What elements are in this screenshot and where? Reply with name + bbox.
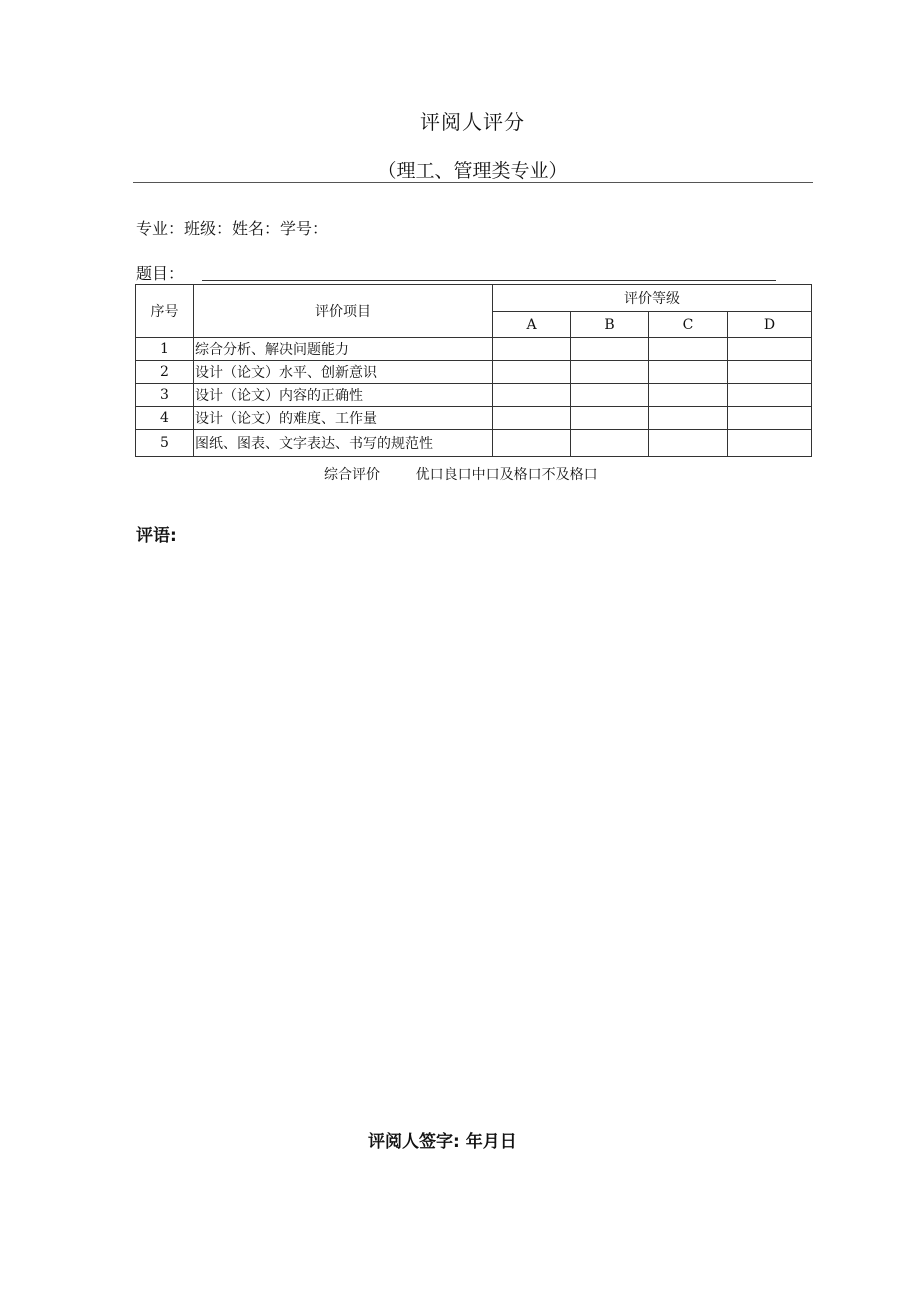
signature-date: 年月日 — [465, 1132, 517, 1152]
grade-cell-b[interactable] — [571, 361, 649, 384]
grade-cell-c[interactable] — [649, 338, 728, 361]
grade-cell-a[interactable] — [493, 384, 571, 407]
table-row — [136, 430, 812, 457]
table-row — [136, 338, 812, 361]
row-item: 图纸、图表、文字表达、书写的规范性 — [194, 430, 493, 457]
grade-cell-a[interactable] — [493, 430, 571, 457]
row-index: 3 — [136, 384, 194, 407]
table-row — [136, 361, 812, 384]
remarks-label: 评语: — [136, 526, 177, 546]
header-divider — [133, 182, 813, 183]
grade-cell-b[interactable] — [571, 338, 649, 361]
header-grade-b: B — [571, 312, 649, 338]
grade-cell-a[interactable] — [493, 361, 571, 384]
grade-cell-c[interactable] — [649, 430, 728, 457]
grade-cell-d[interactable] — [728, 338, 812, 361]
grade-cell-a[interactable] — [493, 338, 571, 361]
grade-table — [135, 284, 812, 457]
signature-label: 评阅人签字: — [368, 1132, 460, 1152]
topic-row — [136, 261, 776, 283]
overall-evaluation — [324, 464, 598, 484]
header-grade-c: C — [649, 312, 728, 338]
grade-cell-b[interactable] — [571, 384, 649, 407]
grade-cell-b[interactable] — [571, 407, 649, 430]
overall-label: 综合评价 — [324, 467, 380, 483]
grade-cell-c[interactable] — [649, 361, 728, 384]
student-info-line: 专业：班级：姓名：学号： — [136, 219, 329, 238]
row-item: 设计（论文）内容的正确性 — [194, 384, 493, 407]
topic-underline — [202, 280, 776, 281]
header-grade-group: 评价等级 — [493, 285, 812, 312]
grade-cell-d[interactable] — [728, 384, 812, 407]
grade-cell-d[interactable] — [728, 430, 812, 457]
topic-label: 题目： — [136, 264, 185, 283]
header-index: 序号 — [136, 285, 194, 338]
grade-cell-a[interactable] — [493, 407, 571, 430]
table-row — [136, 384, 812, 407]
grade-cell-b[interactable] — [571, 430, 649, 457]
row-item: 综合分析、解决问题能力 — [194, 338, 493, 361]
header-item: 评价项目 — [194, 285, 493, 338]
document-subtitle: （理工、管理类专业） — [377, 160, 568, 182]
table-row — [136, 407, 812, 430]
row-index: 5 — [136, 430, 194, 457]
row-item: 设计（论文）的难度、工作量 — [194, 407, 493, 430]
header-grade-d: D — [728, 312, 812, 338]
grade-cell-c[interactable] — [649, 384, 728, 407]
header-grade-a: A — [493, 312, 571, 338]
row-index: 1 — [136, 338, 194, 361]
document-title: 评阅人评分 — [420, 110, 525, 134]
row-index: 2 — [136, 361, 194, 384]
grade-cell-c[interactable] — [649, 407, 728, 430]
signature-line — [368, 1127, 517, 1152]
overall-options[interactable]: 优口良口中口及格口不及格口 — [415, 467, 598, 483]
row-item: 设计（论文）水平、创新意识 — [194, 361, 493, 384]
row-index: 4 — [136, 407, 194, 430]
grade-cell-d[interactable] — [728, 407, 812, 430]
grade-cell-d[interactable] — [728, 361, 812, 384]
